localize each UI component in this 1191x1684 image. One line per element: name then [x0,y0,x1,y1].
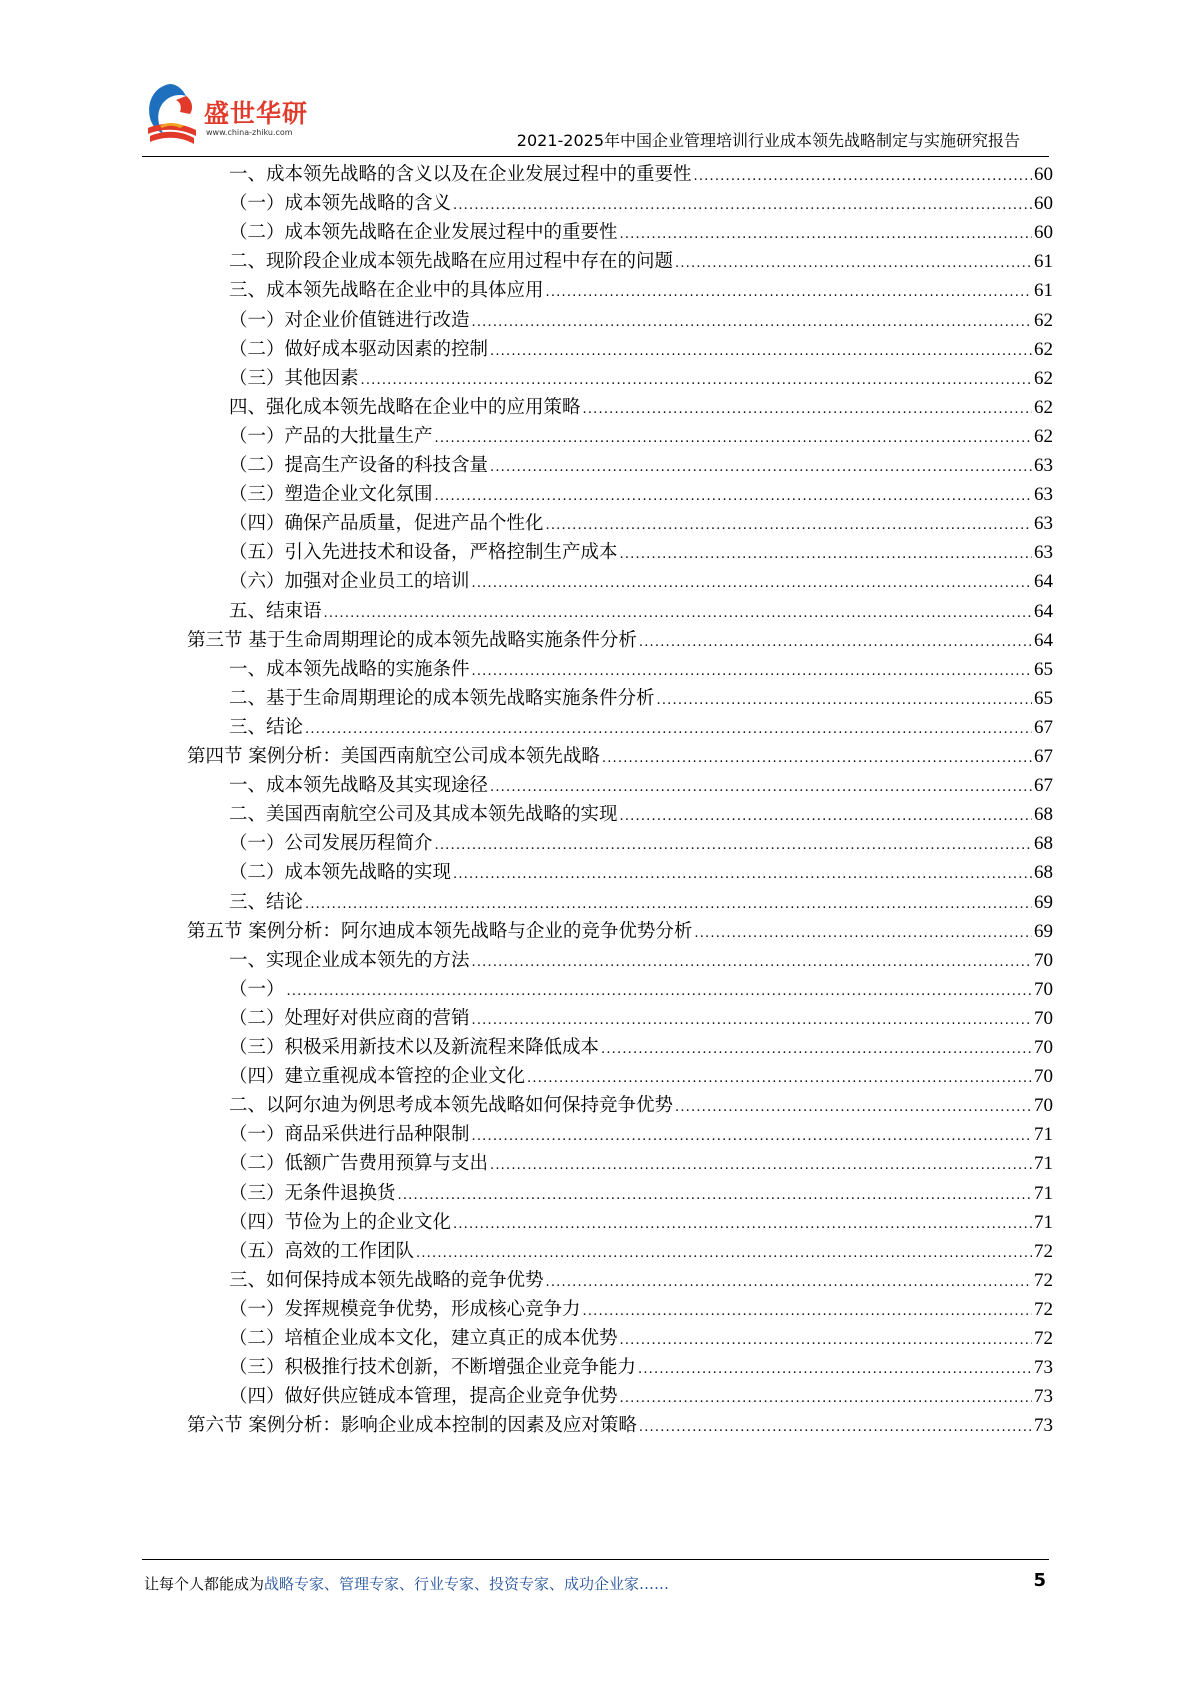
toc-entry[interactable] [229,1324,1053,1354]
toc-leader-dots [639,1413,1032,1443]
toc-entry-page: 67 [1034,716,1053,738]
toc-leader-dots [453,191,1032,221]
toc-entry[interactable] [229,771,1053,801]
toc-entry-title: （四）做好供应链成本管理，提高企业竞争优势 [229,1386,618,1408]
toc-entry-title: （四）建立重视成本管控的企业文化 [229,1066,526,1088]
toc-entry-page: 64 [1034,571,1053,593]
toc-entry-page: 63 [1034,484,1053,506]
toc-entry-page: 63 [1034,542,1053,564]
toc-leader-dots [639,628,1032,658]
toc-entry-page: 65 [1034,687,1053,709]
toc-leader-dots [602,744,1032,774]
toc-entry[interactable] [229,276,1053,306]
toc-leader-dots [490,1151,1032,1181]
toc-leader-dots [324,599,1032,629]
toc-entry-page: 62 [1034,367,1053,389]
toc-entry-title: 二、基于生命周期理论的成本领先战略实施条件分析 [229,687,655,709]
company-logo [140,78,310,150]
toc-leader-dots [546,1268,1032,1298]
page-header [0,0,1191,160]
toc-entry[interactable] [229,1062,1053,1092]
slogan-highlight: 战略专家、管理专家、行业专家、投资专家、成功企业家…… [264,1575,670,1593]
toc-leader-dots [527,1064,1032,1094]
toc-entry[interactable] [229,1382,1053,1412]
toc-entry-page: 68 [1034,833,1053,855]
toc-entry[interactable] [229,888,1053,918]
toc-entry-title: （六）加强对企业员工的培训 [229,571,470,593]
toc-entry[interactable] [187,917,1053,947]
toc-entry[interactable] [229,509,1053,539]
toc-entry[interactable] [229,247,1053,277]
report-title: 2021-2025年中国企业管理培训行业成本领先战略制定与实施研究报告 [516,131,1020,150]
toc-entry[interactable] [229,1033,1053,1063]
toc-leader-dots [583,395,1032,425]
toc-entry-title: 第五节 案例分析：阿尔迪成本领先战略与企业的竞争优势分析 [187,920,693,942]
toc-entry-page: 63 [1034,455,1053,476]
toc-entry-title: （二）低额广告费用预算与支出 [229,1153,489,1175]
toc-entry-title: 一、成本领先战略及其实现途径 [229,775,489,797]
toc-entry-title: 二、美国西南航空公司及其成本领先战略的实现 [229,804,618,826]
toc-entry[interactable] [229,567,1053,597]
footer-slogan [144,1573,669,1594]
toc-entry[interactable] [229,422,1053,452]
toc-entry[interactable] [229,1237,1053,1267]
toc-leader-dots [361,366,1032,396]
toc-entry-title: （三）其他因素 [229,367,359,389]
toc-entry-title: 一、实现企业成本领先的方法 [229,949,470,971]
toc-entry[interactable] [229,975,1053,1005]
toc-entry-title: （二）处理好对供应商的营销 [229,1007,470,1029]
toc-entry[interactable] [229,393,1053,423]
toc-entry-page: 62 [1034,396,1053,418]
toc-leader-dots [453,1210,1032,1240]
toc-entry-page: 61 [1034,251,1053,273]
toc-entry-title: 一、成本领先战略的含义以及在企业发展过程中的重要性 [229,164,692,185]
toc-entry-title: 第六节 案例分析：影响企业成本控制的因素及应对策略 [187,1415,637,1437]
toc-entry-title: 三、结论 [229,716,304,738]
toc-entry[interactable] [229,364,1053,394]
toc-entry-page: 60 [1034,164,1053,185]
toc-entry-page: 69 [1034,920,1053,942]
toc-entry[interactable] [229,306,1053,336]
footer-divider [142,1559,1049,1560]
toc-entry-title: 五、结束语 [229,600,322,622]
toc-entry-page: 65 [1034,658,1053,680]
toc-entry-page: 68 [1034,862,1053,884]
toc-leader-dots [490,453,1032,483]
toc-entry[interactable] [187,1411,1053,1441]
toc-entry-title: （一）发挥规模竞争优势，形成核心竞争力 [229,1298,581,1320]
toc-entry-title: （五）高效的工作团队 [229,1240,415,1262]
toc-entry[interactable] [187,742,1053,772]
toc-entry-title: 第三节 基于生命周期理论的成本领先战略实施条件分析 [187,629,637,651]
toc-entry-page: 70 [1034,949,1053,971]
toc-leader-dots [490,337,1032,367]
toc-leader-dots [453,860,1032,890]
toc-entry-page: 64 [1034,600,1053,622]
toc-entry[interactable] [229,1179,1053,1209]
toc-entry-page: 62 [1034,338,1053,360]
toc-entry-page: 61 [1034,280,1053,302]
toc-leader-dots [305,890,1032,920]
toc-leader-dots [601,1035,1032,1065]
toc-entry-page: 71 [1034,1153,1053,1175]
toc-leader-dots [435,831,1032,861]
toc-entry-title: （一） [229,978,285,1000]
toc-entry-page: 70 [1034,1007,1053,1029]
toc-entry-title: （二）成本领先战略在企业发展过程中的重要性 [229,222,618,244]
toc-entry-page: 71 [1034,1211,1053,1233]
toc-entry-title: （一）公司发展历程简介 [229,833,433,855]
toc-entry-title: 二、现阶段企业成本领先战略在应用过程中存在的问题 [229,251,674,273]
toc-entry-title: 一、成本领先战略的实施条件 [229,658,470,680]
toc-entry[interactable] [229,1149,1053,1179]
toc-entry[interactable] [229,1353,1053,1383]
toc-entry[interactable] [187,626,1053,656]
toc-entry-page: 71 [1034,1182,1053,1204]
toc-entry-page: 62 [1034,425,1053,447]
toc-entry-page: 73 [1034,1357,1053,1379]
toc-leader-dots [472,948,1032,978]
toc-entry[interactable] [229,160,1053,190]
toc-entry-title: （五）引入先进技术和设备，严格控制生产成本 [229,542,618,564]
toc-leader-dots [435,482,1032,512]
page-number: 5 [1033,1570,1046,1591]
toc-entry[interactable] [229,1120,1053,1150]
toc-entry[interactable] [229,713,1053,743]
toc-entry-title: （三）积极推行技术创新，不断增强企业竞争能力 [229,1357,637,1379]
toc-leader-dots [546,278,1032,308]
toc-entry-title: （二）提高生产设备的科技含量 [229,455,489,476]
toc-entry-title: 第四节 案例分析：美国西南航空公司成本领先战略 [187,746,600,767]
toc-entry-page: 73 [1034,1415,1053,1437]
toc-leader-dots [583,1297,1032,1327]
toc-leader-dots [305,715,1032,745]
toc-entry-page: 60 [1034,222,1053,244]
toc-entry-title: （一）产品的大批量生产 [229,425,433,447]
toc-entry[interactable] [229,655,1053,685]
toc-entry-title: （三）塑造企业文化氛围 [229,484,433,506]
toc-entry-page: 62 [1034,309,1053,331]
toc-entry-title: （四）确保产品质量，促进产品个性化 [229,513,544,535]
toc-entry-title: 三、成本领先战略在企业中的具体应用 [229,280,544,302]
toc-leader-dots [620,1326,1032,1356]
toc-entry[interactable] [229,1266,1053,1296]
toc-entry[interactable] [229,335,1053,365]
toc-entry-title: （三）无条件退换货 [229,1182,396,1204]
toc-entry[interactable] [229,1295,1053,1325]
toc-entry[interactable] [229,858,1053,888]
toc-entry-page: 70 [1034,1037,1053,1058]
toc-entry[interactable] [229,218,1053,248]
toc-leader-dots [657,686,1032,716]
toc-entry[interactable] [229,946,1053,976]
toc-entry[interactable] [229,829,1053,859]
toc-leader-dots [472,657,1032,687]
toc-leader-dots [620,1384,1032,1414]
toc-entry[interactable] [229,1208,1053,1238]
toc-leader-dots [490,773,1032,803]
toc-entry-title: 二、以阿尔迪为例思考成本领先战略如何保持竞争优势 [229,1095,674,1117]
toc-leader-dots [620,540,1032,570]
toc-entry[interactable] [229,800,1053,830]
toc-entry-title: （一）商品采供进行品种限制 [229,1124,470,1146]
toc-entry-title: （二）培植企业成本文化，建立真正的成本优势 [229,1328,618,1349]
toc-entry-page: 63 [1034,513,1053,535]
toc-entry-title: （二）做好成本驱动因素的控制 [229,338,489,360]
toc-entry-page: 70 [1034,978,1053,1000]
toc-entry-page: 72 [1034,1269,1053,1291]
toc-leader-dots [675,249,1032,279]
toc-entry-page: 67 [1034,746,1053,767]
logo-name: 盛世华研 [204,99,309,128]
toc-entry[interactable] [229,480,1053,510]
toc-entry-page: 70 [1034,1066,1053,1088]
toc-leader-dots [675,1093,1032,1123]
toc-entry[interactable] [229,189,1053,219]
toc-leader-dots [694,919,1032,949]
toc-entry[interactable] [229,597,1053,627]
slogan-prefix: 让每个人都能成为 [144,1575,265,1593]
toc-entry-page: 67 [1034,775,1053,797]
toc-entry-title: （一）对企业价值链进行改造 [229,309,470,331]
toc-entry-title: 三、结论 [229,891,304,913]
toc-leader-dots [287,977,1032,1007]
toc-leader-dots [435,424,1032,454]
toc-leader-dots [620,220,1032,250]
toc-entry[interactable] [229,1004,1053,1034]
toc-entry-page: 60 [1034,193,1053,215]
toc-leader-dots [416,1239,1032,1269]
toc-leader-dots [472,569,1032,599]
toc-entry-page: 64 [1034,629,1053,651]
toc-entry-page: 72 [1034,1328,1053,1349]
toc-entry-title: 三、如何保持成本领先战略的竞争优势 [229,1269,544,1291]
toc-leader-dots [546,511,1032,541]
header-divider [142,156,1049,157]
toc-leader-dots [694,162,1032,192]
toc-entry-title: （三）积极采用新技术以及新流程来降低成本 [229,1037,600,1058]
toc-entry-title: （二）成本领先战略的实现 [229,862,452,884]
toc-entry[interactable] [229,1091,1053,1121]
toc-leader-dots [620,802,1032,832]
logo-emblem-icon [140,78,210,150]
toc-entry-page: 70 [1034,1095,1053,1117]
toc-entry-page: 68 [1034,804,1053,826]
toc-entry[interactable] [229,684,1053,714]
toc-leader-dots [472,308,1032,338]
toc-entry[interactable] [229,451,1053,481]
toc-entry-title: （一）成本领先战略的含义 [229,193,452,215]
toc-entry-page: 72 [1034,1298,1053,1320]
toc-leader-dots [638,1355,1032,1385]
toc-entry-title: （四）节俭为上的企业文化 [229,1211,452,1233]
toc-entry-page: 69 [1034,891,1053,913]
toc-entry-page: 72 [1034,1240,1053,1262]
toc-entry-page: 73 [1034,1386,1053,1408]
toc-entry[interactable] [229,538,1053,568]
toc-entry-title: 四、强化成本领先战略在企业中的应用策略 [229,396,581,418]
toc-leader-dots [472,1122,1032,1152]
toc-leader-dots [472,1006,1032,1036]
toc-leader-dots [398,1181,1032,1211]
logo-url: www.china-zhiku.com [206,128,293,137]
toc-entry-page: 71 [1034,1124,1053,1146]
